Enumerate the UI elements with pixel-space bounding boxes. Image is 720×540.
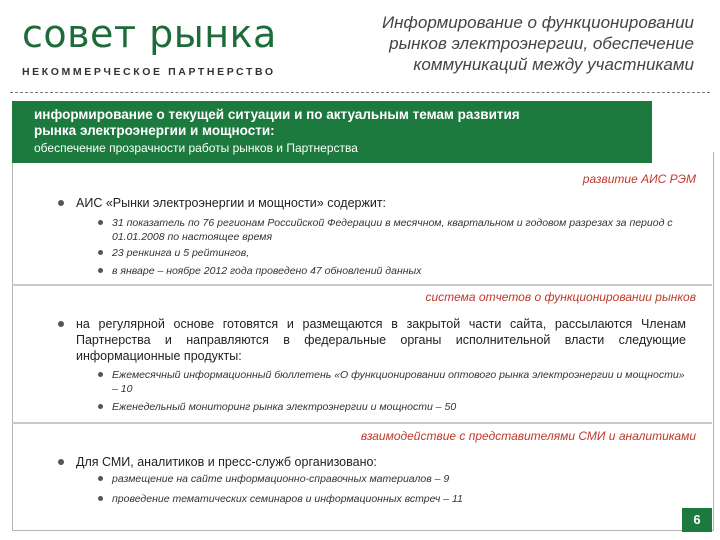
bullet-icon (58, 459, 64, 465)
bullet-text: проведение тематических семинаров и информационных встреч – 11 (112, 493, 463, 505)
bullet-text: на регулярной основе готовятся и размещаются в закрытой части сайта, рассылаются Членам Партнерства и направляются в федеральные органы исполнительной власти следующие информационные продукты: (76, 317, 686, 363)
logo-subtitle: НЕКОММЕРЧЕСКОЕ ПАРТНЕРСТВО (22, 66, 276, 78)
list-item (112, 246, 690, 260)
page-number: 6 (682, 508, 712, 532)
list-item (112, 400, 690, 414)
bullet-text: 31 показатель по 76 регионам Российской Федерации в месячном, квартальном и годовом разрезах за период с 01.01.2008 по настоящее время (112, 217, 673, 243)
list-item (112, 472, 690, 486)
section-ais (12, 172, 712, 186)
bullet-text: Для СМИ, аналитиков и пресс-служб организовано: (76, 455, 377, 469)
banner-title (12, 101, 652, 139)
topic-banner (12, 101, 652, 163)
slide-title-line1: Информирование о функционировании (381, 13, 694, 32)
list-item (76, 316, 686, 364)
slide-title (274, 12, 694, 75)
bullet-icon (58, 321, 64, 327)
bullet-text: в январе – ноябре 2012 года проведено 47 обновлений данных (112, 265, 422, 277)
banner-title-line1: информирование о текущей ситуации и по актуальным темам развития (34, 107, 520, 122)
section-media (12, 422, 712, 443)
bullet-text: Еженедельный мониторинг рынка электроэнергии и мощности – 50 (112, 401, 457, 413)
section-heading: взаимодействие с представителями СМИ и аналитиками (360, 429, 696, 443)
slide-title-line2: рынков электроэнергии, обеспечение (389, 34, 694, 53)
list-item (112, 216, 690, 244)
list-item (112, 264, 690, 278)
bullet-icon (98, 250, 103, 255)
section-heading: система отчетов о функционировании рынков (425, 290, 696, 304)
bullet-icon (98, 476, 103, 481)
list-item (76, 195, 686, 211)
banner-title-line2: рынка электроэнергии и мощности: (34, 123, 275, 138)
logo-title: совет рынка (22, 12, 277, 56)
list-item (112, 368, 690, 396)
bullet-icon (98, 404, 103, 409)
bullet-text: АИС «Рынки электроэнергии и мощности» содержит: (76, 196, 387, 210)
slide-title-line3: коммуникаций между участниками (413, 55, 694, 74)
section-heading: развитие АИС РЭМ (582, 172, 696, 186)
logo (22, 14, 277, 78)
banner-subtitle: обеспечение прозрачности работы рынков и Партнерства (34, 141, 358, 155)
bullet-icon (98, 496, 103, 501)
bullet-text: Ежемесячный информационный бюллетень «О функционировании оптового рынка электроэнергии и мощности» – 10 (112, 369, 685, 395)
bullet-icon (58, 200, 64, 206)
list-item (112, 492, 690, 506)
bullet-text: 23 ренкинга и 5 рейтингов, (112, 247, 250, 259)
header-divider (10, 92, 710, 93)
section-reports (12, 284, 712, 304)
bullet-icon (98, 220, 103, 225)
bullet-text: размещение на сайте информационно-справочных материалов – 9 (112, 473, 450, 485)
bullet-icon (98, 372, 103, 377)
bullet-icon (98, 268, 103, 273)
list-item (76, 454, 686, 470)
